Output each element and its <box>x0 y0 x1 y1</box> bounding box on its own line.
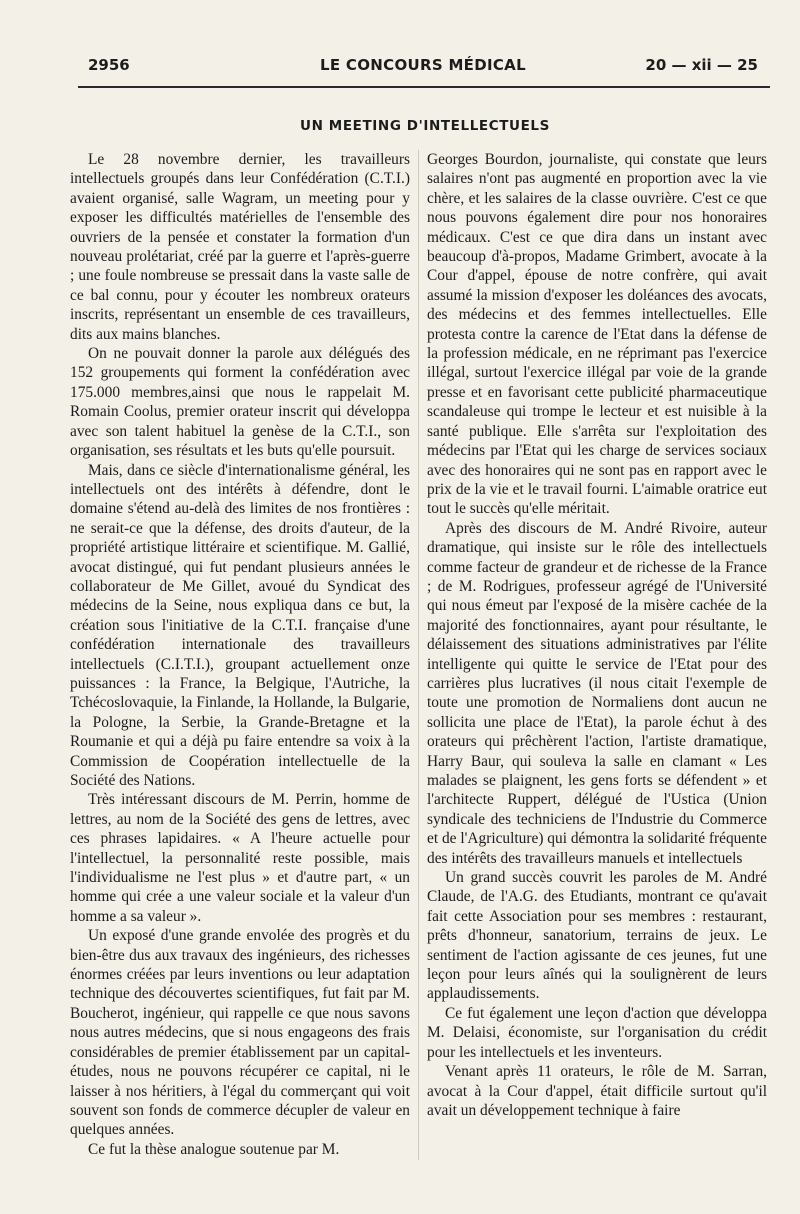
running-header <box>88 56 758 78</box>
paragraph: Après des discours de M. André Rivoire, auteur dramatique, qui insiste sur le rôle des intellectuels comme facteur de grandeur et de richesse de la France ; de M. Rodrigues, professeur agrégé de l'Université qui nous émeut par l'exposé de la misère cachée de la majorité des fonctionnaires, ayant pour résultante, le délaissement des situations administratives par l'élite intelligente qui quitte le service de l'Etat pour des carrières plus lucratives (il nous citait l'exemple de toute une promotion de Normaliens dont aucun ne sollicita une place de l'Etat), la parole échut à des orateurs qui prêchèrent l'action, l'artiste dramatique, Harry Baur, qui souleva la salle en clamant « Les malades se plaignent, les gens forts se défendent » et l'architecte Ruppert, délégué de l'Ustica (Union syndicale des techniciens de l'Industrie du Commerce et de l'Agriculture) qui démontra la solidarité fréquente des intérêts des travailleurs manuels et intellectuels <box>427 519 767 867</box>
paragraph: Très intéressant discours de M. Perrin, homme de lettres, au nom de la Société des gens de lettres, avec ces phrases lapidaires. « A l'heure actuelle pour l'intellectuel, la personnalité reste possible, mais l'individualisme ne l'est plus » et d'autre part, « un homme qui crée a une valeur sociale et la valeur d'un homme a sa valeur ». <box>70 791 410 925</box>
paragraph-continued: Georges Bourdon, journaliste, qui constate que leurs salaires n'ont pas augmenté en proportion avec la vie chère, et les salaires de la classe ouvrière. C'est ce que nous pouvons également dire pour nos honoraires médicaux. C'est ce que dira dans un instant avec beaucoup d'à-propos, Madame Grimbert, avocate à la Cour d'appel, épouse de notre confrère, qui avait assumé la mission d'exposer les doléances des avocats, des médecins et des femmes intellectuelles. Elle protesta contre la carence de l'Etat dans la défense de la profession médicale, en ne réprimant pas l'exercice illégal, surtout l'exercice illégal par voie de la grande presse et en favorisant cette publicité pharmaceutique scandaleuse qui trompe le lecteur et est nuisible à la santé publique. Elle s'arrêta sur l'exploitation des médecins par l'Etat qui les charge de services sociaux avec des honoraires qui ne sont pas en rapport avec le prix de la vie et le travail fourni. L'aimable oratrice eut tout le succès qu'elle méritait. <box>427 151 767 518</box>
paragraph: Un grand succès couvrit les paroles de M. André Claude, de l'A.G. des Etudiants, montrant ce qu'avait fait cette Association pour ses membres : restaurant, prêts d'honneur, sanatorium, terrains de jeux. Le sentiment de l'action agissante de ces jeunes, fut une leçon pour leurs aînés qui la soulignèrent de leurs applaudissements. <box>427 869 767 1003</box>
paragraph: Venant après 11 orateurs, le rôle de M. Sarran, avocat à la Cour d'appel, était difficile surtout qu'il avait un développement technique à faire <box>427 1063 767 1119</box>
paragraph: Un exposé d'une grande envolée des progrès et du bien-être dus aux travaux des ingénieurs, des richesses énormes créées par leurs inventions ou leur adaptation technique des découvertes scientifiques, fut fait par M. Boucherot, ingénieur, qui rappelle ce que nous savons nous autres médecins, que si nous engageons des frais considérables de premier établissement par un capital-études, nous ne pouvons récupérer ce capital, ni le laisser à nos héritiers, à l'égal du commerçant qui voit souvent son fonds de commerce décupler de valeur en quelques années. <box>70 927 410 1139</box>
paragraph: Ce fut également une leçon d'action que développa M. Delaisi, économiste, sur l'organisation du crédit pour les intellectuels et les inventeurs. <box>427 1004 767 1061</box>
issue-date: 20 — xii — 25 <box>645 56 758 74</box>
right-column <box>427 150 767 1120</box>
header-rule <box>78 86 770 88</box>
paragraph: Mais, dans ce siècle d'internationalisme général, les intellectuels ont des intérêts à défendre, dont le domaine s'étend au-delà des limites de nos frontières : ne serait-ce que la défense, des droits d'auteur, de la propriété artistique littéraire et scientifique. M. Gallié, avocat distingué, qui fut pendant plusieurs années le collaborateur de Me Gillet, avoué du Syndicat des médecins de la Seine, nous expliqua dans ce but, la création sous l'initiative de la C.T.I. française d'une confédération internationale des travailleurs intellectuels (C.I.T.I.), groupant actuellement onze puissances : la France, la Belgique, l'Autriche, la Tchécoslovaquie, la Finlande, la Hollande, la Bulgarie, la Pologne, la Serbie, la Grande-Bretagne et la Roumanie et qui a déjà pu faire entendre sa voix à la Commission de Coopération intellectuelle de la Société des Nations. <box>70 461 410 789</box>
journal-title: LE CONCOURS MÉDICAL <box>320 56 526 74</box>
article-title: UN MEETING D'INTELLECTUELS <box>300 118 550 134</box>
paragraph: On ne pouvait donner la parole aux délégués des 152 groupements qui forment la confédération avec 175.000 membres,ainsi que nous le rappelait M. Romain Coolus, premier orateur inscrit qui développa avec son talent habituel la genèse de la C.T.I., son organisation, ses résultats et les buts qu'elle poursuit. <box>70 345 410 460</box>
column-divider <box>418 150 419 1160</box>
page-number: 2956 <box>88 56 130 74</box>
left-column <box>70 150 410 1159</box>
paragraph: Ce fut la thèse analogue soutenue par M. <box>88 1140 340 1158</box>
paragraph: Le 28 novembre dernier, les travailleurs intellectuels groupés dans leur Confédération (C.T.I.) avaient organisé, salle Wagram, un meeting pour y exposer les difficultés matérielles de l'ensemble des ouvriers de la pensée et constater la formation d'un nouveau prolétariat, créé par la guerre et l'après-guerre ; une foule nombreuse se pressait dans la vaste salle de ce bal connu, pour y écouter les nombreux orateurs inscrits, représentant un ensemble de ces travailleurs, dits aux mains blanches. <box>70 151 410 343</box>
